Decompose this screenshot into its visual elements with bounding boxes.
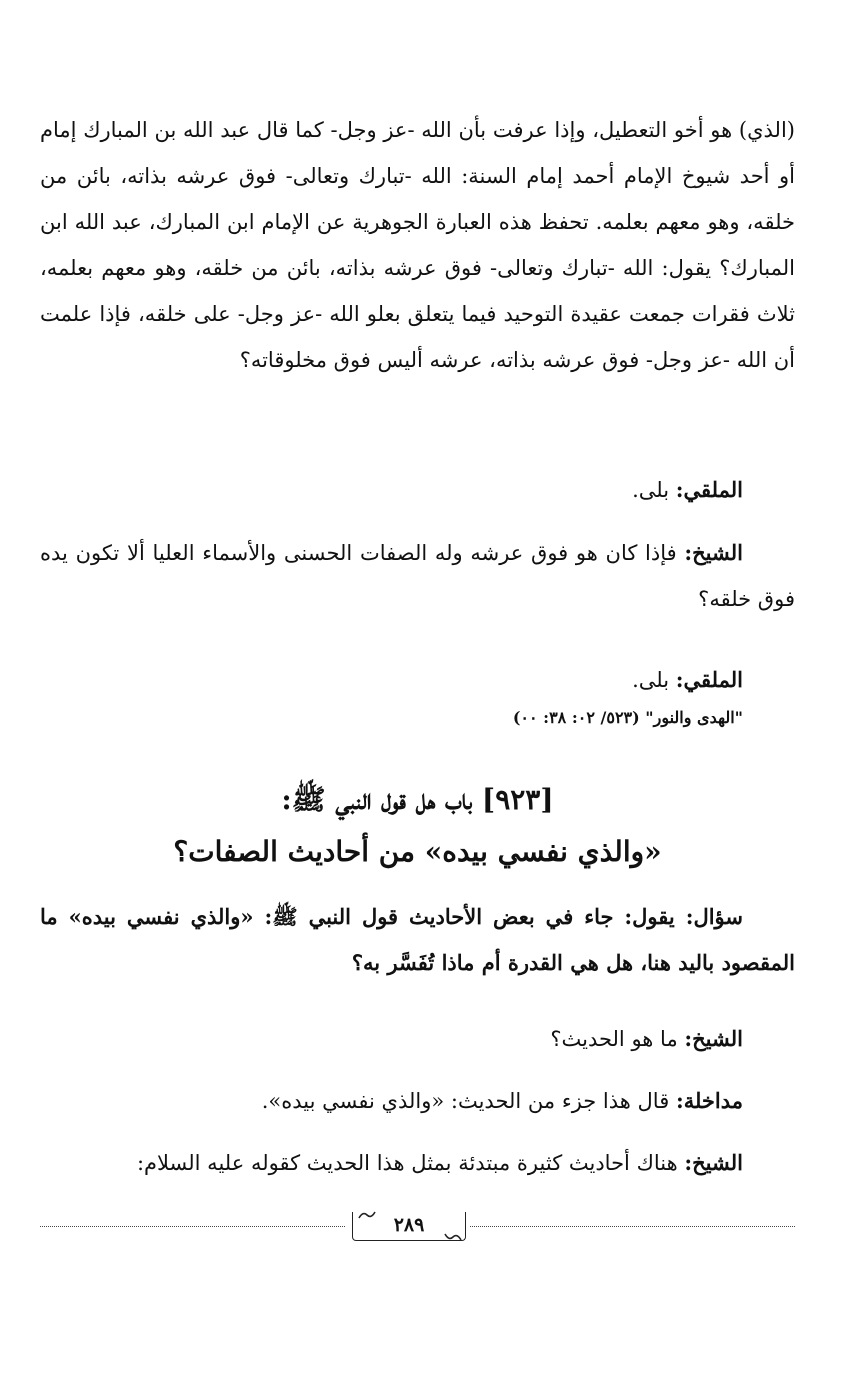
intervention-text: قال هذا جزء من الحديث: «والذي نفسي بيده».	[261, 1089, 670, 1113]
intervention-line	[40, 1078, 795, 1124]
footer-divider-left	[40, 1226, 345, 1227]
corner-ornament-icon	[358, 1210, 376, 1220]
page-footer	[40, 1212, 795, 1252]
corner-ornament-icon	[444, 1232, 462, 1242]
sheikh-line-2	[40, 1016, 795, 1062]
speaker-label: الشيخ:	[684, 540, 743, 565]
chapter-heading-line-1: [٩٢٣] باب هل قول النبي ﷺ:	[281, 783, 554, 816]
speaker-label: الشيخ:	[684, 1150, 743, 1175]
source-reference	[40, 705, 795, 731]
speaker-label: الملقي:	[675, 667, 743, 692]
speaker-label: الشيخ:	[684, 1026, 743, 1051]
question-text: سؤال: يقول: جاء في بعض الأحاديث قول النبي ﷺ: «والذي نفسي بيده» ما المقصود باليد هنا، هل هي القدرة أم ماذا تُفَسَّر به؟	[40, 904, 795, 975]
sheikh-text: فإذا كان هو فوق عرشه وله الصفات الحسنى والأسماء العليا ألا تكون يده فوق خلقه؟	[40, 541, 795, 611]
opening-paragraph	[40, 107, 795, 383]
sheikh-text: ما هو الحديث؟	[550, 1027, 678, 1051]
sheikh-line-1	[40, 530, 795, 622]
sheikh-line-3	[40, 1140, 795, 1186]
sheikh-text: هناك أحاديث كثيرة مبتدئة بمثل هذا الحديث كقوله عليه السلام:	[136, 1151, 678, 1175]
reply-line-1	[40, 467, 795, 513]
page-number: ٢٨٩	[393, 1214, 425, 1236]
footer-divider-right	[470, 1226, 795, 1227]
speaker-label: الملقي:	[675, 477, 743, 502]
reply-text: بلى.	[632, 478, 670, 502]
chapter-heading-line-2: «والذي نفسي بيده» من أحاديث الصفات؟	[173, 835, 662, 868]
speaker-label: مداخلة:	[675, 1088, 743, 1113]
reply-text: بلى.	[632, 668, 670, 692]
reply-line-2	[40, 657, 795, 703]
paragraph-text: (الذي) هو أخو التعطيل، وإذا عرفت بأن الله -عز وجل- كما قال عبد الله بن المبارك إمام أو أحد شيوخ الإمام أحمد إمام السنة: الله -تبارك وتعالى- فوق عرشه بذاته، بائن من خلقه، وهو معهم بعلمه. تحفظ هذه العبارة الجوهرية عن الإمام ابن المبارك، عبد الله ابن المبارك؟ يقول: الله -تبارك وتعالى- فوق عرشه بذاته، بائن من خلقه، وهو معهم بعلمه، ثلاث فقرات جمعت عقيدة التوحيد فيما يتعلق بعلو الله -عز وجل- على خلقه، فإذا علمت أن الله -عز وجل- فوق عرشه بذاته، عرشه أليس فوق مخلوقاته؟	[40, 118, 795, 372]
question-paragraph	[40, 894, 795, 986]
chapter-heading	[40, 774, 795, 878]
source-text: "الهدى والنور" (٥٢٣/ ٠٢: ٣٨: ٠٠)	[512, 708, 743, 727]
